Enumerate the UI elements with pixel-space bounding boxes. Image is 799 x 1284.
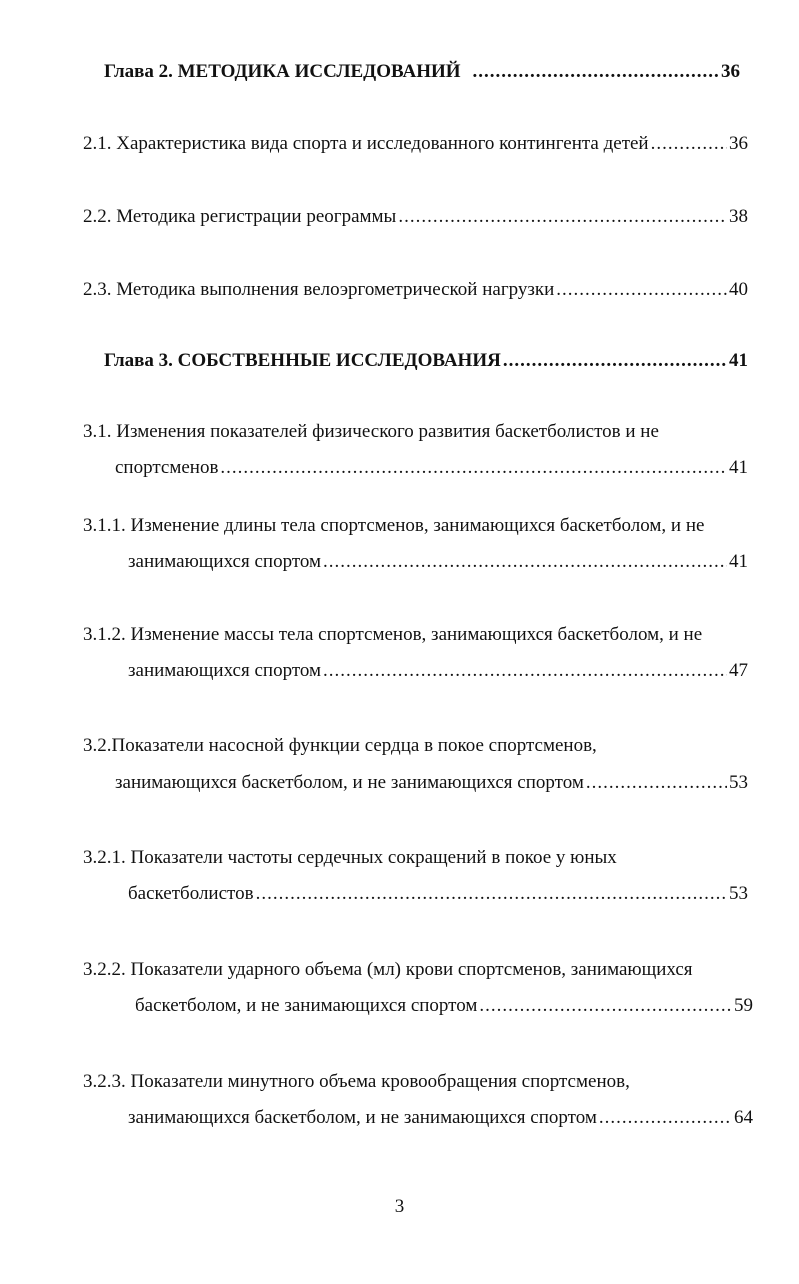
toc-entry-3-2-1-line1: 3.2.1. Показатели частоты сердечных сокращений в покое у юных [83,847,617,868]
toc-entry-3-1-1-line1: 3.1.1. Изменение длины тела спортсменов, занимающихся баскетболом, и не [83,515,705,536]
toc-entry-title: 2.1. Характеристика вида спорта и исследованного контингента детей [83,133,649,154]
toc-entry-3-2-3-line1: 3.2.3. Показатели минутного объема кровообращения спортсменов, [83,1071,630,1092]
toc-leader-dots [586,771,727,795]
toc-entry-3-1-2 [128,659,748,683]
toc-entry-2-3 [83,278,748,302]
toc-entry-3-2 [115,771,748,795]
toc-leader-dots [473,60,719,84]
toc-entry-title: баскетболом, и не занимающихся спортом [135,995,478,1016]
toc-entry-3-1 [115,456,748,480]
toc-entry-3-1-1 [128,550,748,574]
toc-entry-title: спортсменов [115,457,219,478]
toc-leader-dots [599,1106,732,1130]
toc-leader-dots [398,205,727,229]
toc-entry-3-2-1 [128,882,748,906]
toc-entry-3-2-2-line1: 3.2.2. Показатели ударного объема (мл) крови спортсменов, занимающихся [83,959,693,980]
toc-entry-page: 36 [729,133,748,154]
toc-entry-page: 41 [729,350,748,371]
toc-entry-title: занимающихся спортом [128,660,322,681]
toc-entry-chapter-2 [104,60,740,84]
toc-leader-dots [556,278,727,302]
toc-entry-3-2-2 [135,994,753,1018]
toc-entry-title: 2.2. Методика регистрации реограммы [83,206,397,227]
toc-entry-3-2-3 [128,1106,753,1130]
toc-entry-title: Глава 2. МЕТОДИКА ИССЛЕДОВАНИЙ [104,61,461,82]
toc-leader-dots [323,550,727,574]
toc-entry-page: 41 [729,551,748,572]
toc-entry-3-1-line1: 3.1. Изменения показателей физического развития баскетболистов и не [83,421,659,442]
toc-entry-title: занимающихся спортом [128,551,322,572]
toc-entry-page: 47 [729,660,748,681]
toc-entry-title: Глава 3. СОБСТВЕННЫЕ ИССЛЕДОВАНИЯ [104,350,501,371]
toc-entry-page: 40 [729,279,748,300]
toc-entry-page: 64 [734,1107,753,1128]
toc-entry-3-1-2-line1: 3.1.2. Изменение массы тела спортсменов, занимающихся баскетболом, и не [83,624,703,645]
toc-entry-chapter-3 [104,349,748,373]
toc-entry-title: занимающихся баскетболом, и не занимающихся спортом [115,772,584,793]
toc-entry-2-2 [83,205,748,229]
toc-leader-dots [256,882,727,906]
toc-entry-page: 36 [721,61,740,82]
toc-leader-dots [651,132,727,156]
toc-entry-3-2-line1: 3.2.Показатели насосной функции сердца в покое спортсменов, [83,735,597,756]
toc-entry-title: занимающихся баскетболом, и не занимающихся спортом [128,1107,597,1128]
toc-entry-title: 2.3. Методика выполнения велоэргометрической нагрузки [83,279,555,300]
toc-leader-dots [323,659,727,683]
toc-leader-dots [220,456,727,480]
toc-entry-page: 59 [734,995,753,1016]
toc-entry-title: баскетболистов [128,883,254,904]
toc-entry-page: 53 [729,772,748,793]
page-number: 3 [394,1196,405,1217]
toc-entry-2-1 [83,132,748,156]
toc-entry-page: 41 [729,457,748,478]
toc-leader-dots [503,349,727,373]
toc-leader-dots [479,994,732,1018]
toc-entry-page: 53 [729,883,748,904]
toc-entry-page: 38 [729,206,748,227]
